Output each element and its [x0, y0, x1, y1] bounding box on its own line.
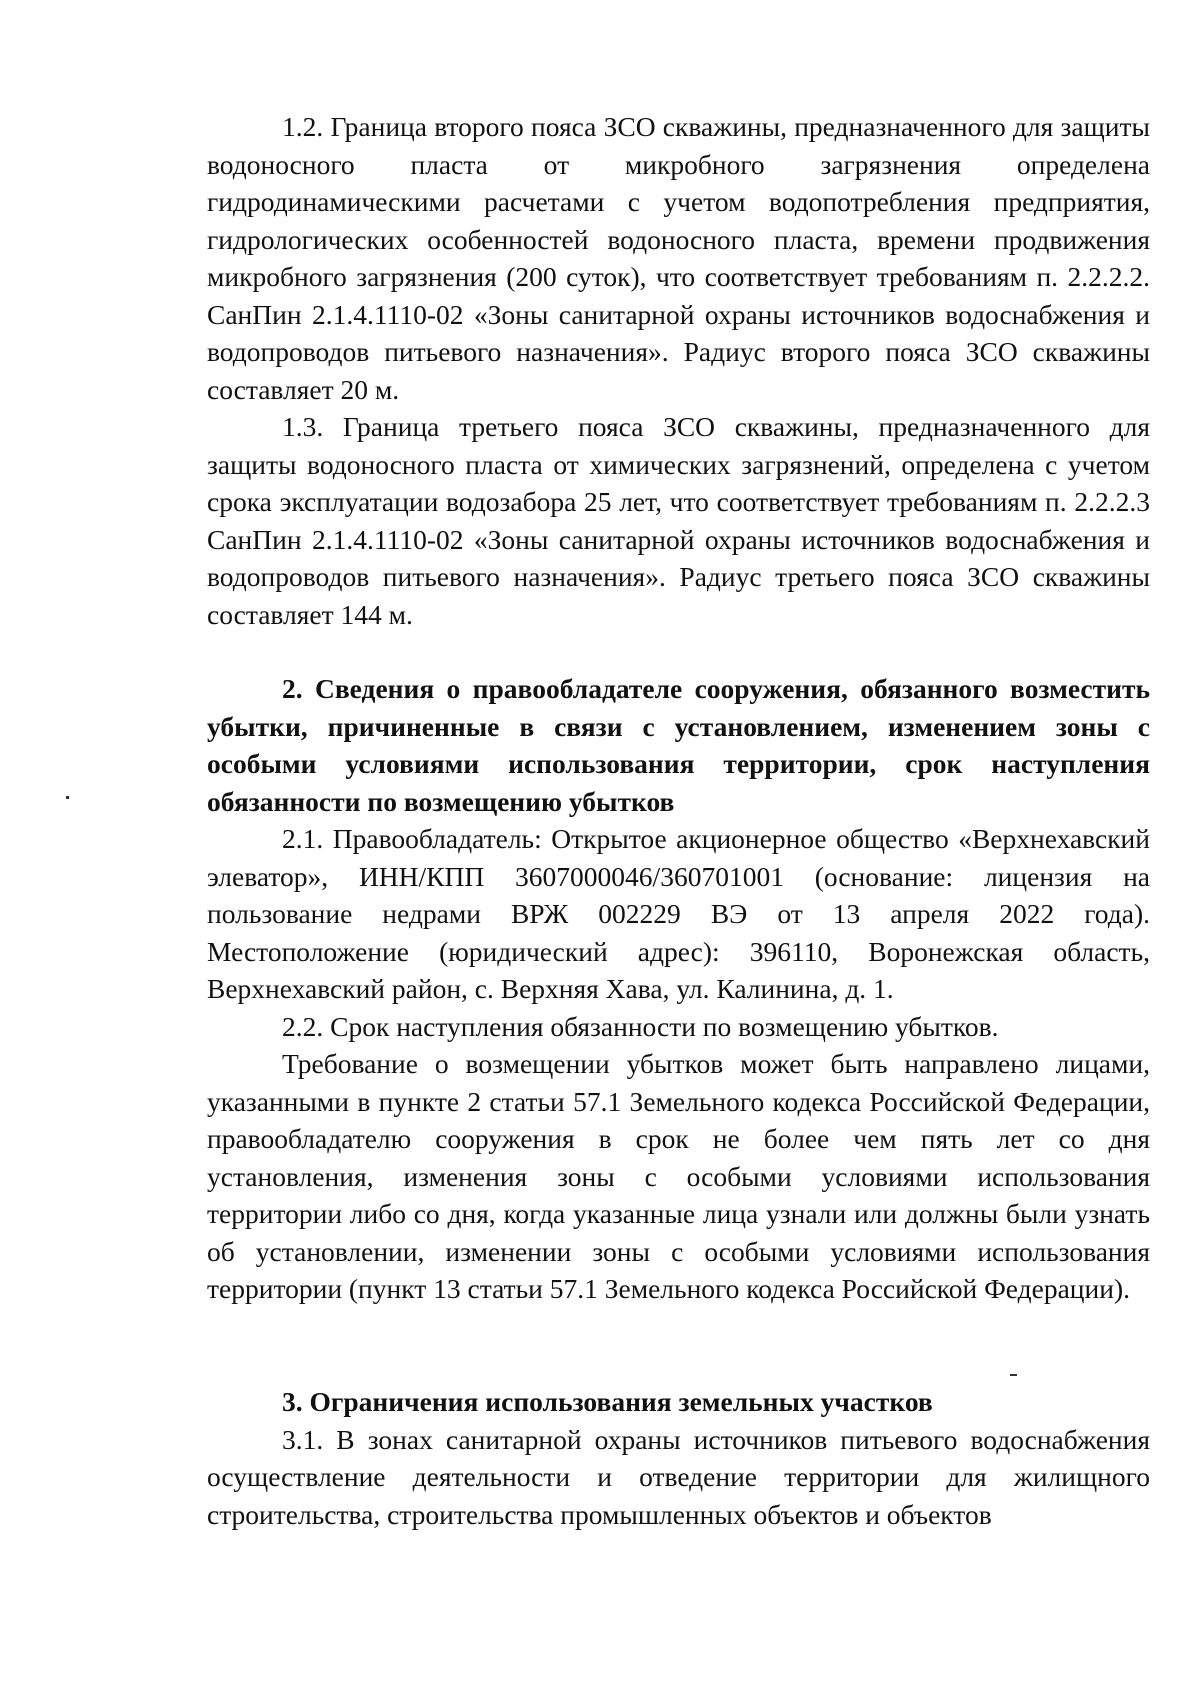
paragraph-2-2: 2.2. Срок наступления обязанности по возмещению убытков.	[282, 1010, 999, 1042]
paragraph-2-requirement: Требование о возмещении убытков может быть направлено лицами, указанными в пункте 2 статьи 57.1 Земельного кодекса Российской Федерации, правообладателю сооружения в срок не более чем пять лет со дня установления, изменения зоны с особыми условиями использования территории либо со дня, когда указанные лица узнали или должны были узнать об установлении, изменении зоны с особыми условиями использования территории (пункт 13 статьи 57.1 Земельного кодекса Российской Федерации).	[207, 1048, 1150, 1304]
section-2	[207, 670, 1150, 1308]
section-3	[207, 1383, 1150, 1533]
scan-speck	[66, 796, 69, 799]
section-2-heading: 2. Сведения о правообладателе сооружения, обязанного возместить убытки, причиненные в связи с установлением, изменением зоны с особыми условиями использования территории, срок наступления обязанности по возмещению убытков	[207, 673, 1150, 817]
section-1-continuation	[207, 108, 1150, 633]
paragraph-3-1: 3.1. В зонах санитарной охраны источников питьевого водоснабжения осуществление деятельности и отведение территории для жилищного строительства, строительства промышленных объектов и объектов	[207, 1423, 1150, 1530]
paragraph-2-1: 2.1. Правообладатель: Открытое акционерное общество «Верхнехавский элеватор», ИНН/КПП 3607000046/360701001 (основание: лицензия на пользование недрами ВРЖ 002229 ВЭ от 13 апреля 2022 года). Местоположение (юридический адрес): 396110, Воронежская область, Верхнехавский район, с. Верхняя Хава, ул. Калинина, д. 1.	[207, 823, 1150, 1004]
paragraph-1-2: 1.2. Граница второго пояса ЗСО скважины, предназначенного для защиты водоносного пласта от микробного загрязнения определена гидродинамическими расчетами с учетом водопотребления предприятия, гидрологических особенностей водоносного пласта, времени продвижения микробного загрязнения (200 суток), что соответствует требованиям п. 2.2.2.2. СанПин 2.1.4.1110-02 «Зоны санитарной охраны источников водоснабжения и водопроводов питьевого назначения». Радиус второго пояса ЗСО скважины составляет 20 м.	[207, 111, 1150, 405]
scan-dash	[1010, 1374, 1017, 1376]
paragraph-1-3: 1.3. Граница третьего пояса ЗСО скважины, предназначенного для защиты водоносного пласта от химических загрязнений, определена с учетом срока эксплуатации водозабора 25 лет, что соответствует требованиям п. 2.2.2.3 СанПин 2.1.4.1110-02 «Зоны санитарной охраны источников водоснабжения и водопроводов питьевого назначения». Радиус третьего пояса ЗСО скважины составляет 144 м.	[207, 411, 1150, 630]
section-3-heading: 3. Ограничения использования земельных участков	[282, 1386, 933, 1417]
